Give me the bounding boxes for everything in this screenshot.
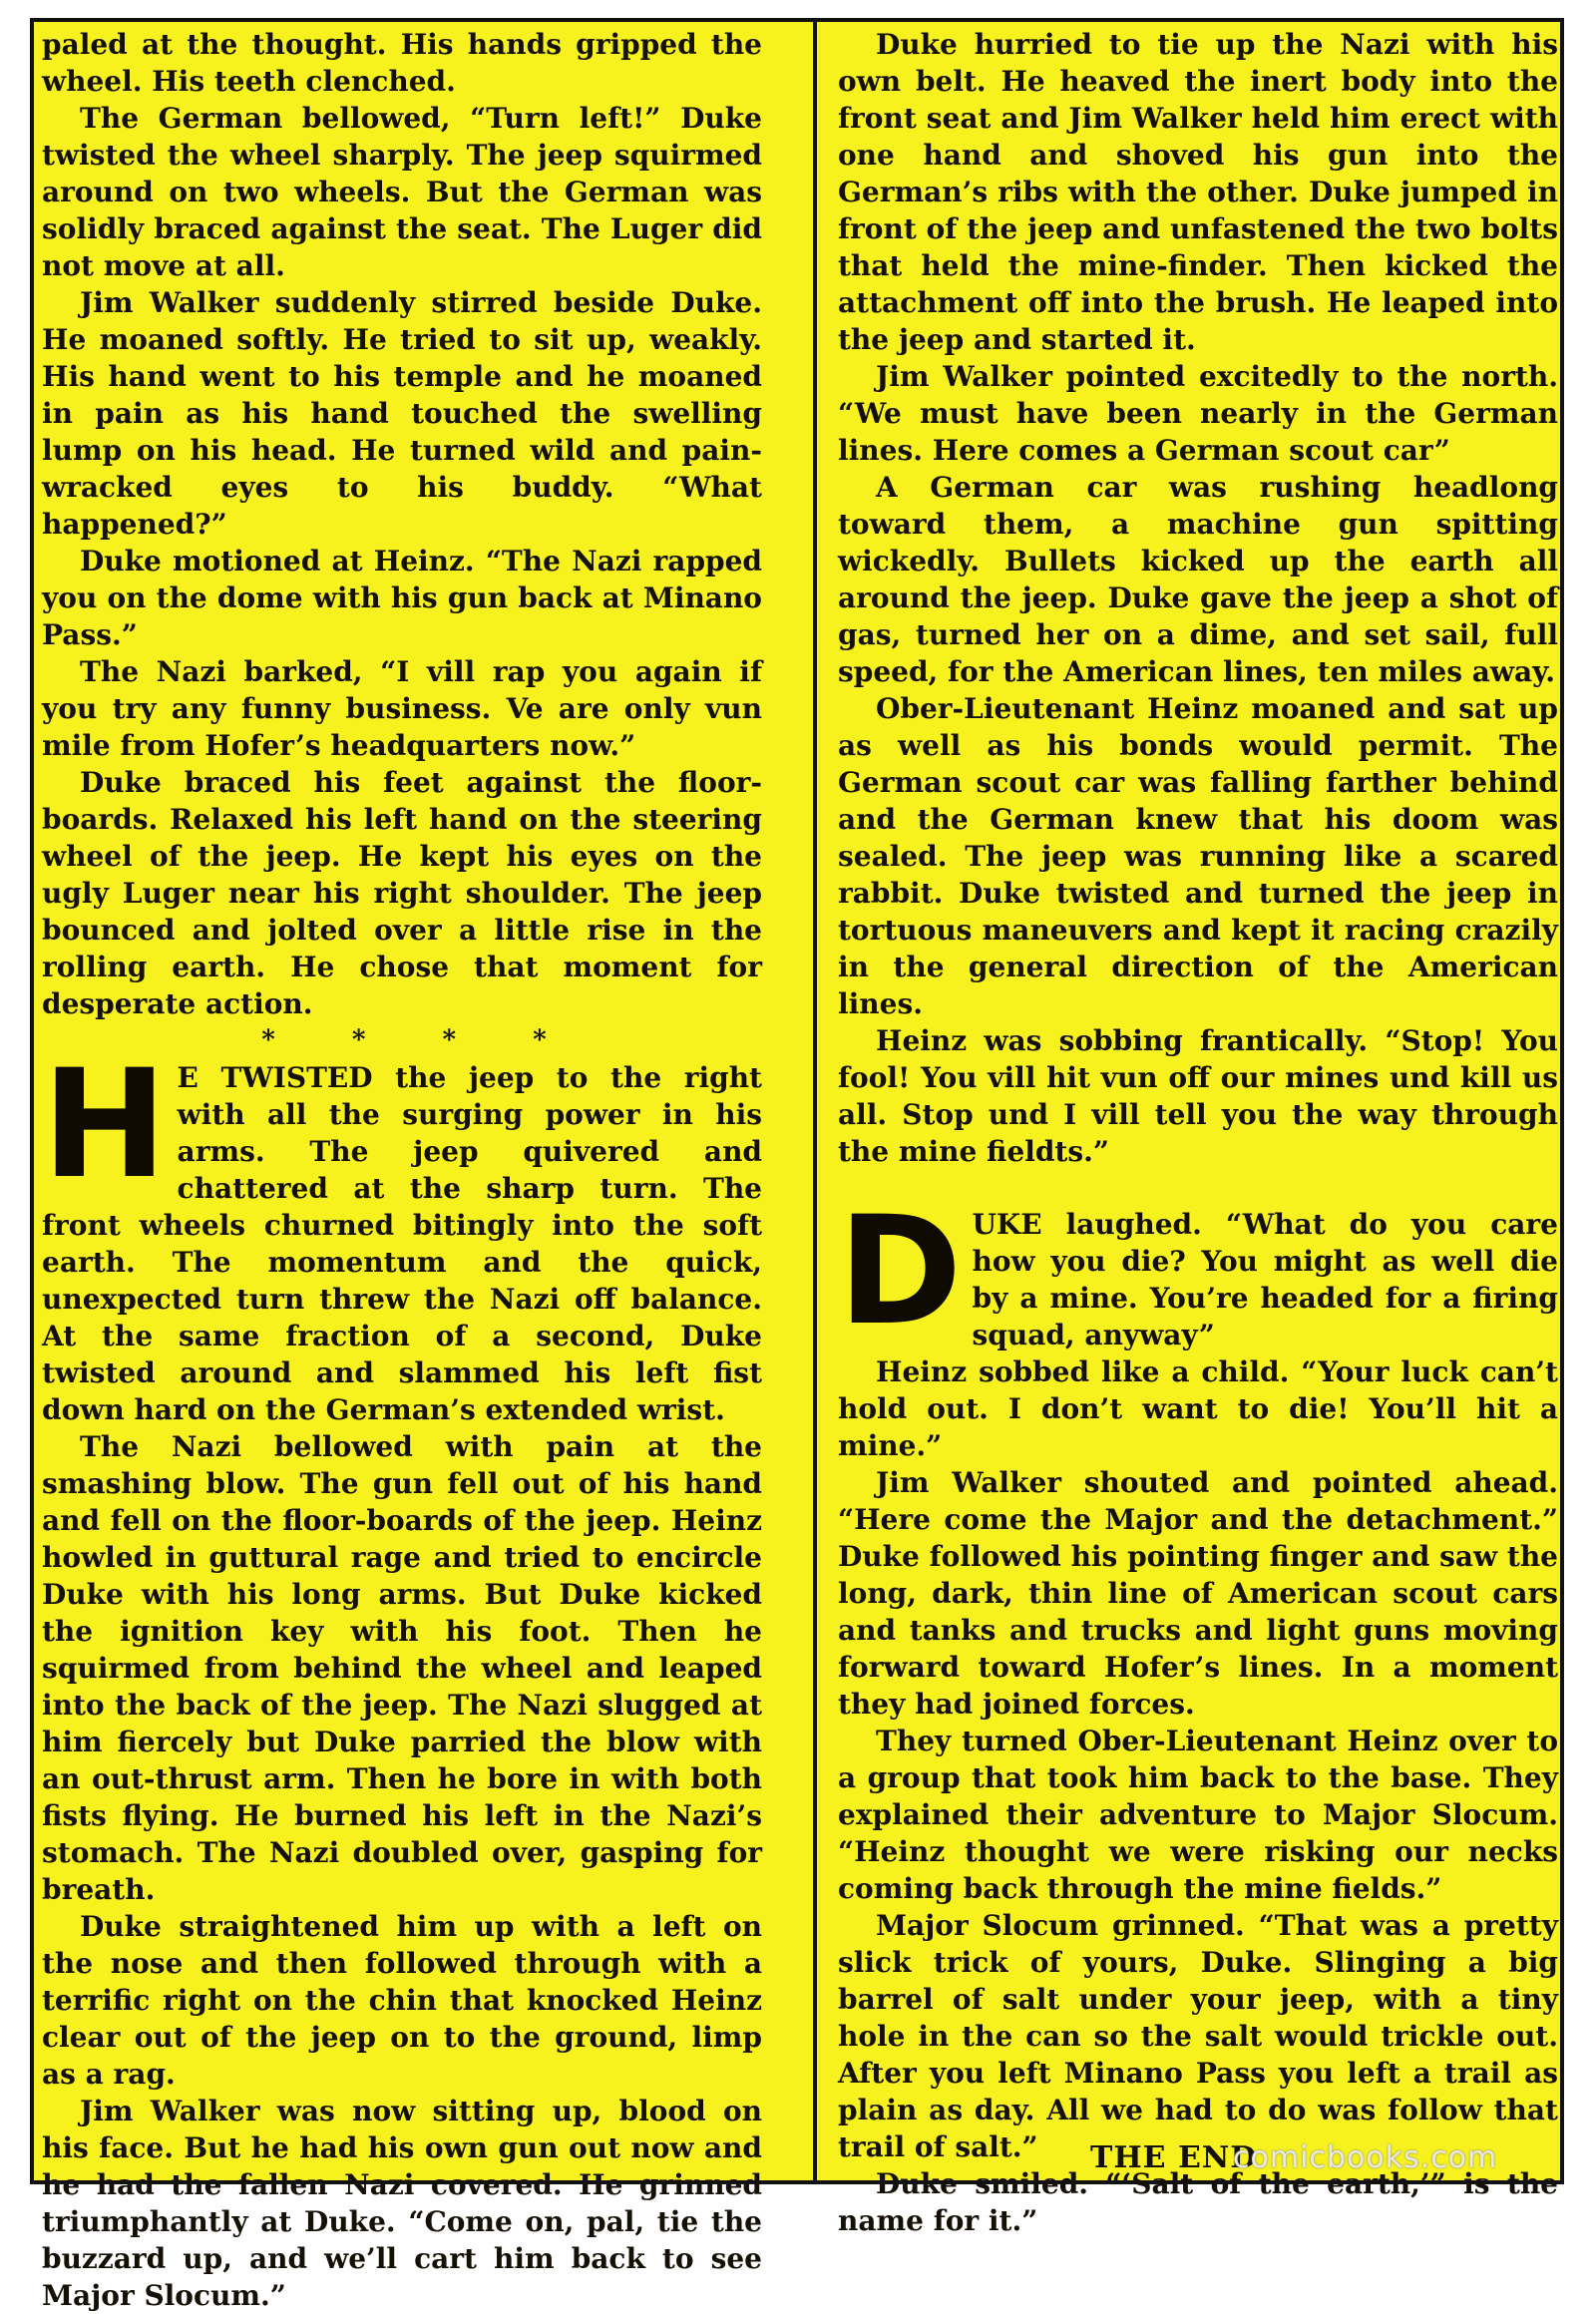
section-start-paragraph xyxy=(42,1038,762,1428)
paragraph: Duke motioned at Heinz. “The Nazi rapped you on the dome with his gun back at Minano Pass.” xyxy=(42,545,762,651)
paragraph: A German car was rushing headlong toward them, a machine gun spitting wickedly. Bullets kicked up the earth all around the jeep. Duke gave the jeep a shot of gas, turned her on a dime, and set sail, full speed, for the American lines, ten miles away. xyxy=(838,471,1558,688)
paragraph: The Nazi bellowed with pain at the smashing blow. The gun fell out of his hand and fell on the floor-boards of the jeep. Heinz howled in guttural rage and tried to encircle Duke with his long arms. But Duke kicked the ignition key with his foot. Then he squirmed from behind the wheel and leaped into the back of the jeep. The Nazi slugged at him fiercely but Duke parried the blow with an out-thrust arm. Then he bore in with both fists flying. He burned his left in the Nazi’s stomach. The Nazi doubled over, gasping for breath. xyxy=(42,1430,762,1906)
paragraph: Major Slocum grinned. “That was a pretty slick trick of yours, Duke. Slinging a big barrel of salt under your jeep, with a tiny hole in the can so the salt would trickle out. After you left Minano Pass you left a trail as plain as day. All we had to do was follow that trail of salt.” xyxy=(838,1909,1558,2163)
paragraph: The German bellowed, “Turn left!” Duke twisted the wheel sharply. The jeep squirmed around on two wheels. But the German was solidly braced against the seat. The Luger did not move at all. xyxy=(42,102,762,282)
paragraph: Jim Walker shouted and pointed ahead. “Here come the Major and the detachment.” Duke followed his pointing finger and saw the long, dark, thin line of American scout cars and tanks and trucks and light guns moving forward toward Hofer’s lines. In a moment they had joined forces. xyxy=(838,1466,1558,1721)
paragraph: Duke braced his feet against the floor-boards. Relaxed his left hand on the steering wheel of the jeep. He kept his eyes on the ugly Luger near his right shoulder. The jeep bounced and jolted over a little rise in the rolling earth. He chose that moment for desperate action. xyxy=(42,766,762,1020)
paragraph: Heinz was sobbing frantically. “Stop! You fool! You vill hit vun off our mines und kill us all. Stop und I vill tell you the way through the mine fieldts.” xyxy=(838,1024,1558,1168)
paragraph: Ober-Lieutenant Heinz moaned and sat up as well as his bonds would permit. The German scout car was falling farther behind and the German knew that his doom was sealed. The jeep was running like a scared rabbit. Duke twisted and turned the jeep in tortuous maneuvers and kept it racing crazily in the general direction of the American lines. xyxy=(838,692,1558,1020)
paragraph: Jim Walker pointed excitedly to the north. “We must have been nearly in the German lines. Here comes a German scout car” xyxy=(838,360,1558,467)
section-separator: * * * * xyxy=(261,1025,581,1055)
paragraph: Duke straightened him up with a left on the nose and then followed through with a terrific right on the chin that knocked Heinz clear out of the jeep on to the ground, limp as a rag. xyxy=(42,1910,762,2091)
the-end-label: THE END xyxy=(1090,2140,1258,2175)
section-start-paragraph xyxy=(838,1185,1558,1358)
paragraph-text: UKE laughed. “What do you care how you die? You might as well die by a mine. You’re headed for a firing squad, anyway” xyxy=(972,1208,1558,1351)
drop-cap: D xyxy=(838,1185,963,1358)
paragraph-text: E TWISTED the jeep to the right with all the surging power in his arms. The jeep quivered and chattered at the sharp turn. The front wheels churned bitingly into the soft earth. The momentum and the quick, unexpected turn threw the Nazi off balance. At the same fraction of a second, Duke twisted around and slammed his left fist down hard on the German’s extended wrist. xyxy=(42,1061,762,1426)
paragraph: Duke smiled. “‘Salt of the earth,’” is the name for it.” xyxy=(838,2167,1558,2237)
left-column xyxy=(42,26,762,2314)
paragraph: The Nazi barked, “I vill rap you again if you try any funny business. Ve are only vun mile from Hofer’s headquarters now.” xyxy=(42,655,762,762)
paragraph: Heinz sobbed like a child. “Your luck can’t hold out. I don’t want to die! You’ll hit a mine.” xyxy=(838,1355,1558,1462)
paragraph: Jim Walker suddenly stirred beside Duke. He moaned softly. He tried to sit up, weakly. His hand went to his temple and he moaned in pain as his hand touched the swelling lump on his head. He turned wild and pain-wracked eyes to his buddy. “What happened?” xyxy=(42,286,762,541)
paragraph: Duke hurried to tie up the Nazi with his own belt. He heaved the inert body into the front seat and Jim Walker held him erect with one hand and shoved his gun into the German’s ribs with the other. Duke jumped in front of the jeep and unfastened the two bolts that held the mine-finder. Then kicked the attachment off into the brush. He leaped into the jeep and started it. xyxy=(838,28,1558,356)
paragraph: Jim Walker was now sitting up, blood on his face. But he had his own gun out now and he had the fallen Nazi covered. He grinned triumphantly at Duke. “Come on, pal, tie the buzzard up, and we’ll cart him back to see Major Slocum.” xyxy=(42,2095,762,2312)
watermark: comicbooks.com xyxy=(1233,2140,1498,2175)
right-column xyxy=(838,26,1558,2239)
drop-cap: H xyxy=(42,1038,168,1212)
paragraph: They turned Ober-Lieutenant Heinz over to a group that took him back to the base. They explained their adventure to Major Slocum. “Heinz thought we were risking our necks coming back through the mine fields.” xyxy=(838,1725,1558,1905)
column-divider xyxy=(813,18,817,2184)
paragraph: paled at the thought. His hands gripped the wheel. His teeth clenched. xyxy=(42,28,762,98)
